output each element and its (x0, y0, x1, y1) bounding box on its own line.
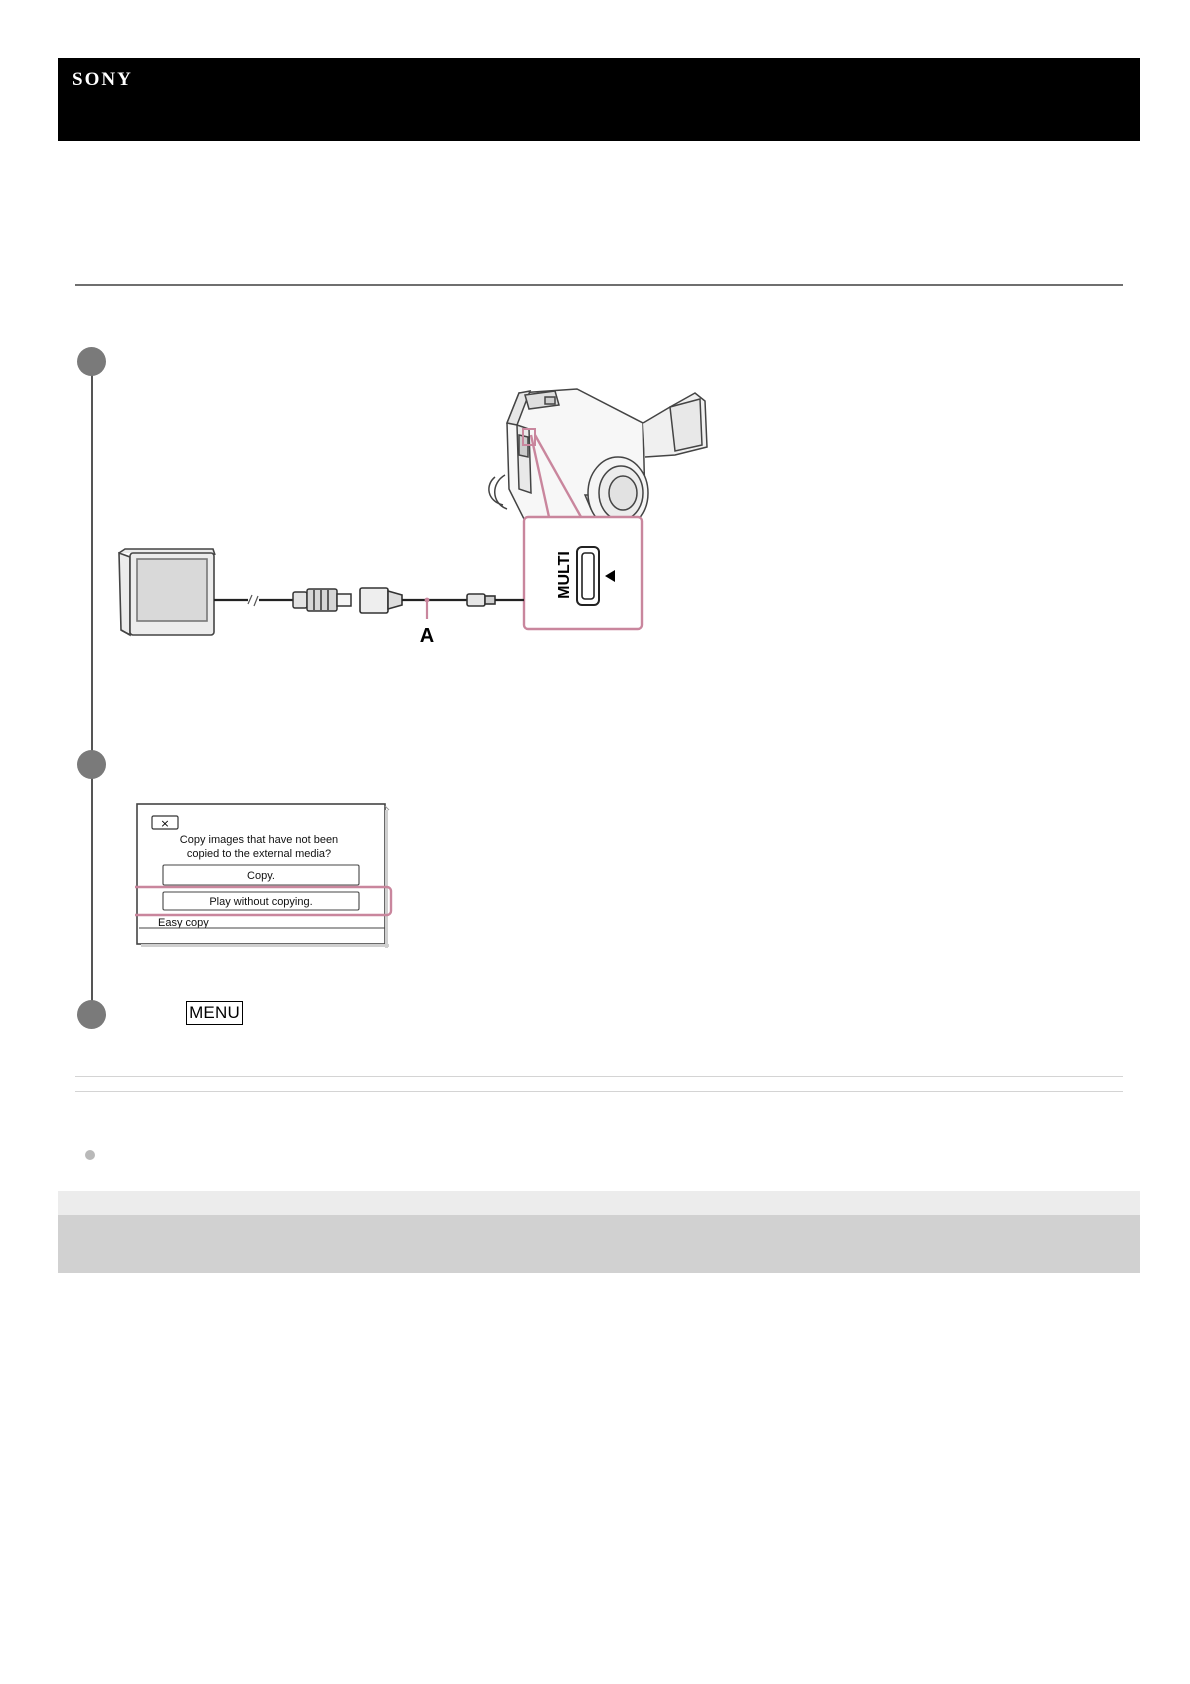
footer-band-dark (58, 1215, 1140, 1273)
sony-logo: SONY (72, 69, 133, 90)
bullet-icon (85, 1150, 95, 1160)
footer-band-light (58, 1191, 1140, 1215)
multi-port-label: MULTI (556, 551, 573, 599)
close-icon: × (160, 817, 170, 830)
title-divider (75, 284, 1123, 286)
external-media-device (119, 549, 215, 635)
section-divider-bottom (75, 1091, 1123, 1092)
play-option-label: Play without copying. (209, 896, 313, 908)
menu-key-icon: MENU (186, 1001, 243, 1025)
dialog-question-line-2: copied to the external media? (186, 848, 332, 860)
usb-plug (293, 589, 351, 611)
dialog-question-line-1: Copy images that have not been (179, 834, 339, 846)
section-divider-top (75, 1076, 1123, 1077)
step-1-marker (77, 347, 106, 376)
easy-copy-screen (135, 802, 395, 950)
cable-label-a: A (419, 625, 435, 647)
step-3-marker (77, 1000, 106, 1029)
cable-break-mark (248, 595, 258, 606)
easy-copy-title: Easy copy (158, 917, 209, 929)
copy-option-label: Copy. (247, 870, 275, 882)
steps-connector-line (91, 362, 93, 1012)
connection-illustration (115, 385, 755, 660)
header-bar (58, 58, 1140, 141)
step-2-marker (77, 750, 106, 779)
